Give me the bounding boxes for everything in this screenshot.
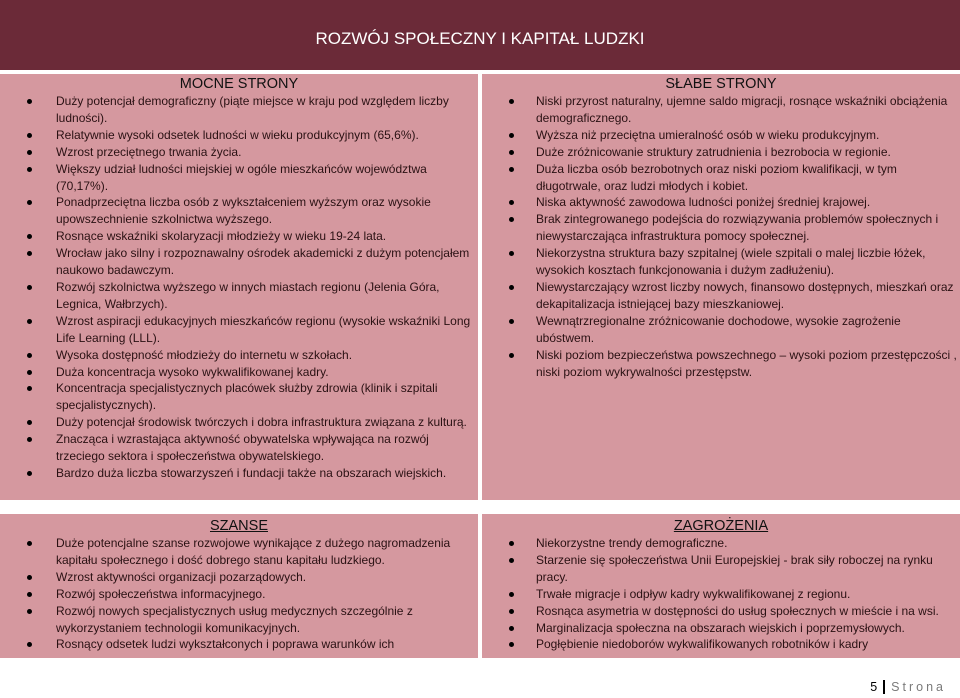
bullet-icon: [27, 150, 32, 155]
bullet-icon: [27, 353, 32, 358]
bullet-icon: [27, 99, 32, 104]
bullet-icon: [27, 319, 32, 324]
opportunities-panel: [0, 514, 478, 658]
list-item: [0, 364, 478, 381]
bullet-icon: [27, 167, 32, 172]
bullet-icon: [509, 285, 514, 290]
list-item: [482, 211, 960, 245]
list-item-text: Wrocław jako silny i rozpoznawalny ośrodek akademicki z dużym potencjałem naukowo badawczym.: [56, 246, 470, 278]
bullet-icon: [509, 626, 514, 631]
list-item: [0, 279, 478, 313]
list-item-text: Bardzo duża liczba stowarzyszeń i fundacji także na obszarach wiejskich.: [56, 465, 447, 480]
bullet-icon: [509, 353, 514, 358]
list-item: [482, 636, 960, 653]
list-item-text: Rosnący odsetek ludzi wykształconych i poprawa warunków ich: [56, 637, 395, 652]
list-item-text: Niekorzystna struktura bazy szpitalnej (wiele szpitali o malej liczbie łóżek, wysokich kosztach funkcjonowania i dużym zadłużeniu).: [536, 246, 926, 278]
weaknesses-heading: SŁABE STRONY: [665, 76, 777, 92]
bullet-icon: [509, 200, 514, 205]
page-number: 5: [870, 680, 878, 694]
bullet-icon: [509, 150, 514, 155]
bullet-icon: [27, 575, 32, 580]
list-item-text: Wysoka dostępność młodzieży do internetu w szkołach.: [56, 347, 353, 362]
list-item: [482, 127, 960, 144]
list-item: [482, 93, 960, 127]
list-item: [0, 313, 478, 347]
bullet-icon: [27, 386, 32, 391]
list-item-text: Znacząca i wzrastająca aktywność obywatelska wpływająca na rozwój trzeciego sektora i społeczeństwa obywatelskiego.: [56, 432, 429, 464]
list-item-text: Rozwój szkolnictwa wyższego w innych miastach regionu (Jelenia Góra, Legnica, Wałbrzych).: [56, 279, 440, 311]
list-item: [482, 347, 960, 381]
opportunities-list: [0, 535, 478, 653]
bullet-icon: [27, 133, 32, 138]
bullet-icon: [27, 642, 32, 647]
list-item-text: Rosnąca asymetria w dostępności do usług społecznych w mieście i na wsi.: [536, 603, 939, 618]
list-item-text: Relatywnie wysoki odsetek ludności w wieku produkcyjnym (65,6%).: [56, 127, 419, 142]
list-item: [0, 228, 478, 245]
bullet-icon: [509, 217, 514, 222]
list-item: [0, 636, 478, 653]
list-item-text: Wyższa niż przeciętna umieralność osób w wieku produkcyjnym.: [536, 127, 880, 142]
list-item-text: Duże potencjalne szanse rozwojowe wynikające z dużego nagromadzenia kapitału społecznego i dość dobrego stanu kapitału ludzkiego.: [56, 536, 451, 567]
list-item-text: Wzrost aspiracji edukacyjnych mieszkańców regionu (wysokie wskaźniki Long Life Learning (LLL).: [56, 313, 471, 345]
list-item-text: Duży potencjał środowisk twórczych i dobra infrastruktura związana z kulturą.: [56, 415, 467, 430]
bullet-icon: [27, 592, 32, 597]
list-item-text: Niewystarczający wzrost liczby nowych, finansowo dostępnych, mieszkań oraz dekapitalizacja istniejącej bazy mieszkaniowej.: [536, 279, 954, 311]
list-item: [0, 93, 478, 127]
list-item: [0, 144, 478, 161]
bullet-icon: [509, 167, 514, 172]
bullet-icon: [509, 609, 514, 614]
bullet-icon: [27, 609, 32, 614]
list-item-text: Rozwój nowych specjalistycznych usług medycznych szczególnie z wykorzystaniem technologii komunikacyjnych.: [56, 603, 413, 635]
bullet-icon: [509, 558, 514, 563]
bullet-icon: [27, 234, 32, 239]
page-footer: [870, 680, 946, 694]
list-item-text: Duży potencjał demograficzny (piąte miejsce w kraju pod względem liczby ludności).: [56, 94, 449, 125]
list-item: [482, 144, 960, 161]
list-item: [0, 431, 478, 465]
strengths-panel: [0, 74, 478, 500]
list-item-text: Niska aktywność zawodowa ludności poniżej średniej krajowej.: [536, 195, 871, 210]
list-item: [482, 552, 960, 586]
list-item-text: Koncentracja specjalistycznych placówek służby zdrowia (klinik i szpitali specjalistycznych).: [56, 381, 438, 413]
bullet-icon: [509, 319, 514, 324]
list-item-text: Trwałe migracje i odpływ kadry wykwalifikowanej z regionu.: [536, 586, 851, 601]
list-item-text: Wewnątrzregionalne zróżnicowanie dochodowe, wysokie zagrożenie ubóstwem.: [536, 313, 901, 345]
list-item-text: Duża koncentracja wysoko wykwalifikowanej kadry.: [56, 364, 329, 379]
list-item: [0, 465, 478, 482]
list-item-text: Ponadprzeciętna liczba osób z wykształceniem wyższym oraz wysokie upowszechnienie szkolnictwa wyższego.: [56, 195, 431, 227]
bullet-icon: [509, 642, 514, 647]
list-item: [0, 127, 478, 144]
list-item: [482, 620, 960, 637]
list-item: [482, 161, 960, 195]
list-item-text: Niski przyrost naturalny, ujemne saldo migracji, rosnące wskaźniki obciążenia demograficznego.: [536, 94, 948, 125]
list-item: [0, 380, 478, 414]
list-item-text: Duże zróżnicowanie struktury zatrudnienia i bezrobocia w regionie.: [536, 144, 891, 159]
list-item: [482, 586, 960, 603]
bullet-icon: [509, 133, 514, 138]
list-item-text: Duża liczba osób bezrobotnych oraz niski poziom kwalifikacji, w tym długotrwale, oraz ludzi młodych i kobiet.: [536, 161, 897, 193]
list-item-text: Starzenie się społeczeństwa Unii Europejskiej - brak siły roboczej na rynku pracy.: [536, 552, 933, 584]
list-item-text: Rosnące wskaźniki skolaryzacji młodzieży w wieku 19-24 lata.: [56, 229, 387, 244]
threats-heading-text: ZAGROŻENIA: [673, 518, 769, 534]
list-item: [482, 245, 960, 279]
list-item: [0, 194, 478, 228]
list-item: [0, 414, 478, 431]
list-item-text: Wzrost aktywności organizacji pozarządowych.: [56, 569, 307, 584]
bullet-icon: [509, 541, 514, 546]
list-item: [0, 603, 478, 637]
list-item: [0, 586, 478, 603]
bullet-icon: [27, 437, 32, 442]
list-item-text: Większy udział ludności miejskiej w ogóle mieszkańców województwa (70,17%).: [56, 161, 427, 193]
threats-panel: [482, 514, 960, 658]
list-item-text: Brak zintegrowanego podejścia do rozwiązywania problemów społecznych i niewystarczająca infrastruktura pomocy społecznej.: [536, 212, 939, 244]
list-item-text: Niekorzystne trendy demograficzne.: [536, 536, 728, 550]
weaknesses-list: [482, 93, 960, 380]
list-item: [0, 245, 478, 279]
bullet-icon: [509, 99, 514, 104]
list-item: [482, 279, 960, 313]
bullet-icon: [27, 285, 32, 290]
bullet-icon: [27, 370, 32, 375]
weaknesses-panel: [482, 74, 960, 500]
page-word: Strona: [891, 680, 946, 694]
list-item: [0, 535, 478, 569]
list-item: [482, 313, 960, 347]
bullet-icon: [27, 251, 32, 256]
footer-separator: [883, 680, 885, 694]
list-item: [482, 603, 960, 620]
list-item-text: Niski poziom bezpieczeństwa powszechnego – wysoki poziom przestępczości , niski poziom wykrywalności przestępstw.: [536, 347, 957, 379]
threats-heading: [482, 517, 960, 535]
list-item: [482, 535, 960, 552]
list-item: [0, 161, 478, 195]
bullet-icon: [27, 420, 32, 425]
bullet-icon: [27, 471, 32, 476]
bullet-icon: [509, 592, 514, 597]
list-item: [482, 194, 960, 211]
opportunities-heading-text: SZANSE: [209, 518, 268, 534]
list-item-text: Wzrost przeciętnego trwania życia.: [56, 144, 242, 159]
threats-list: [482, 535, 960, 653]
strengths-heading: MOCNE STRONY: [179, 76, 299, 92]
title-bar: [0, 0, 960, 70]
strengths-list: [0, 93, 478, 482]
bullet-icon: [509, 251, 514, 256]
list-item: [0, 569, 478, 586]
list-item: [0, 347, 478, 364]
page-title: ROZWÓJ SPOŁECZNY I KAPITAŁ LUDZKI: [315, 29, 645, 48]
list-item-text: Pogłębienie niedoborów wykwalifikowanych robotników i kadry: [536, 637, 869, 652]
opportunities-heading: [0, 517, 478, 535]
bullet-icon: [27, 200, 32, 205]
list-item-text: Rozwój społeczeństwa informacyjnego.: [56, 586, 266, 601]
bullet-icon: [27, 541, 32, 546]
list-item-text: Marginalizacja społeczna na obszarach wiejskich i poprzemysłowych.: [536, 620, 905, 635]
